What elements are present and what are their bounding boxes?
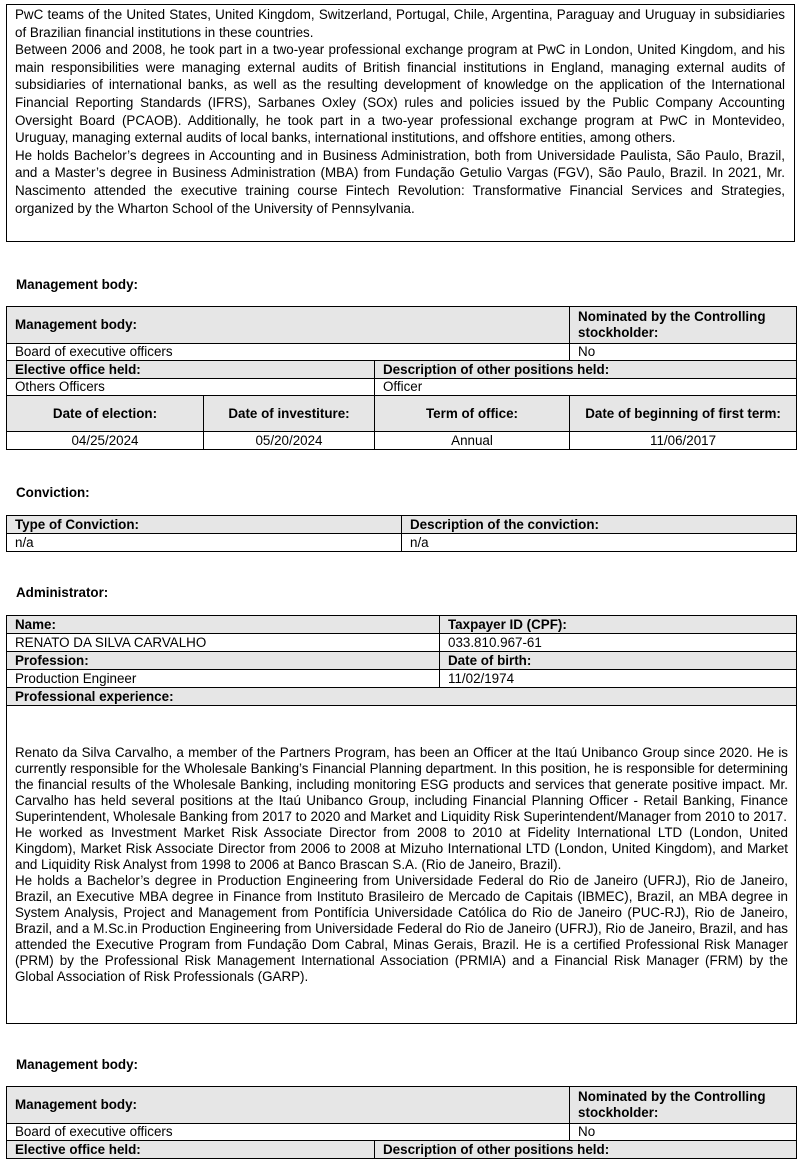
- nominated-label: Nominated by the Controlling stockholder:: [570, 307, 797, 344]
- nominated-value: No: [570, 344, 797, 361]
- profession-label: Profession:: [7, 652, 440, 670]
- nominated-label-2: Nominated by the Controlling stockholder:: [570, 1087, 797, 1124]
- cpf-label: Taxpayer ID (CPF):: [440, 616, 797, 634]
- profession-value: Production Engineer: [7, 670, 440, 688]
- birth-date-label: Date of birth:: [440, 652, 797, 670]
- professional-experience-text: [7, 706, 797, 1024]
- other-positions-label: Description of other positions held:: [375, 361, 797, 379]
- date-investiture-value: 05/20/2024: [204, 432, 375, 450]
- management-body-heading-2: Management body:: [16, 1057, 139, 1072]
- date-election-label: Date of election:: [7, 396, 204, 432]
- nominated-value-2: No: [570, 1124, 797, 1141]
- administrator-table: [6, 615, 797, 1024]
- management-body-table: [6, 306, 797, 450]
- management-body-value-2: Board of executive officers: [7, 1124, 570, 1141]
- conviction-description-label: Description of the conviction:: [402, 516, 797, 534]
- name-value: RENATO DA SILVA CARVALHO: [7, 634, 440, 652]
- date-investiture-label: Date of investiture:: [204, 396, 375, 432]
- term-of-office-value: Annual: [375, 432, 570, 450]
- intro-text-box: [6, 4, 795, 242]
- elective-office-label-2: Elective office held:: [7, 1141, 375, 1159]
- experience-paragraph: He holds a Bachelor’s degree in Production Engineering from Universidade Federal do Rio de Janeiro (UFRJ), Rio de Janeiro, Brazil, an Executive MBA degree in Finance from Instituto Brasileiro de Mercado de Capitais (IBMEC), Brazil, an MBA degree in System Analysis, Project and Management from Pontifícia Universidade Católica do Rio de Janeiro (PUC-RJ), Rio de Janeiro, Brazil, and a M.Sc.in Production Engineering from Universidade Federal do Rio de Janeiro (UFRJ), Rio de Janeiro, Brazil, and has attended the Executive Program from Fundação Dom Cabral, Minas Gerais, Brazil. He is a certified Professional Risk Manager (PRM) by the Professional Risk Management International Association (PRMIA) and a Financial Risk Manager (FRM) by the Global Association of Risk Professionals (GARP).: [15, 872, 788, 984]
- management-body-table-2: [6, 1086, 797, 1159]
- management-body-label: Management body:: [7, 307, 570, 344]
- management-body-heading: Management body:: [16, 277, 139, 292]
- conviction-table: [6, 515, 797, 552]
- experience-paragraph: He worked as Investment Market Risk Associate Director from 2008 to 2010 at Fidelity International LTD (London, United Kingdom), Market Risk Associate Director from 2006 to 2008 at Mizuho International LTD (London, United Kingdom), and Market and Liquidity Risk Analyst from 1998 to 2006 at Banco Brascan S.A. (Rio de Janeiro, Brazil).: [15, 824, 788, 872]
- name-label: Name:: [7, 616, 440, 634]
- experience-paragraph: Renato da Silva Carvalho, a member of the Partners Program, has been an Officer at the Itaú Unibanco Group since 2020. He is currently responsible for the Wholesale Banking’s Financial Planning department. In this position, he is responsible for determining the financial results of the Wholesale Banking, including monitoring ESG products and services that generate positive impact. Mr. Carvalho has held several positions at the Itaú Unibanco Group, including Financial Planning Officer - Retail Banking, Finance Superintendent, Wholesale Banking from 2017 to 2020 and Market and Liquidity Risk Superintendent/Manager from 2010 to 2017.: [15, 744, 788, 824]
- intro-paragraph: PwC teams of the United States, United Kingdom, Switzerland, Portugal, Chile, Argentina, Paraguay and Uruguay in subsidiaries of Brazilian financial institutions in these countries.: [15, 7, 785, 40]
- administrator-heading: Administrator:: [16, 585, 109, 600]
- date-election-value: 04/25/2024: [7, 432, 204, 450]
- other-positions-value: Officer: [375, 379, 797, 396]
- management-body-value: Board of executive officers: [7, 344, 570, 361]
- conviction-heading: Conviction:: [16, 485, 90, 500]
- conviction-type-label: Type of Conviction:: [7, 516, 402, 534]
- cpf-value: 033.810.967-61: [440, 634, 797, 652]
- elective-office-value: Others Officers: [7, 379, 375, 396]
- conviction-description-value: n/a: [402, 534, 797, 552]
- elective-office-label: Elective office held:: [7, 361, 375, 379]
- conviction-type-value: n/a: [7, 534, 402, 552]
- management-body-label-2: Management body:: [7, 1087, 570, 1124]
- date-first-term-value: 11/06/2017: [570, 432, 797, 450]
- intro-paragraph: Between 2006 and 2008, he took part in a two-year professional exchange program at PwC in London, United Kingdom, and his main responsibilities were managing external audits of British financial institutions in England, managing external audits of subsidiaries of international banks, as well as the resulting development of knowledge on the application of the International Financial Reporting Standards (IFRS), Sarbanes Oxley (SOx) rules and policies issued by the Public Company Accounting Oversight Board (PCAOB). Additionally, he took part in a two-year professional exchange program at PwC in Montevideo, Uruguay, managing external audits of local banks, international institutions, and offshore entities, among others.: [15, 42, 785, 146]
- intro-paragraph: He holds Bachelor’s degrees in Accounting and in Business Administration, both from Universidade Paulista, São Paulo, Brazil, and a Master’s degree in Business Administration (MBA) from Fundação Getulio Vargas (FGV), São Paulo, Brazil. In 2021, Mr. Nascimento attended the executive training course Fintech Revolution: Transformative Financial Services and Strategies, organized by the Wharton School of the University of Pennsylvania.: [15, 147, 785, 216]
- date-first-term-label: Date of beginning of first term:: [570, 396, 797, 432]
- term-of-office-label: Term of office:: [375, 396, 570, 432]
- other-positions-label-2: Description of other positions held:: [375, 1141, 797, 1159]
- birth-date-value: 11/02/1974: [440, 670, 797, 688]
- professional-experience-label: Professional experience:: [7, 688, 797, 706]
